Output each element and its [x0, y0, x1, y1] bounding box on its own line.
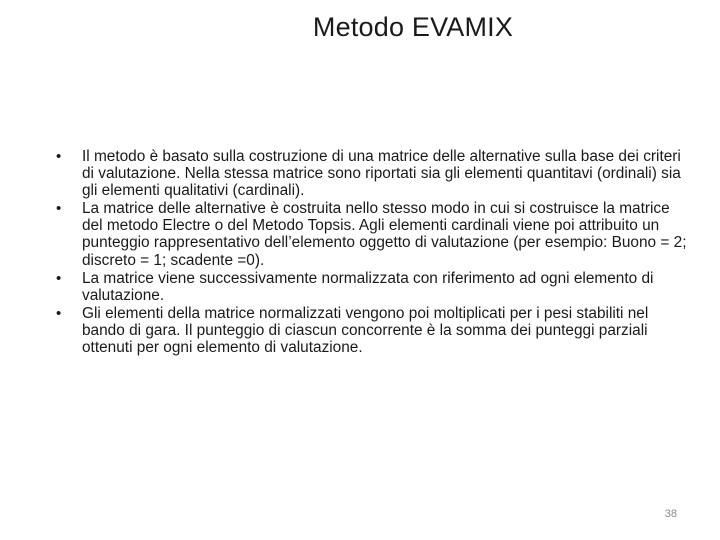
bullet-item — [52, 148, 692, 199]
bullet-dot-icon: • — [56, 304, 62, 322]
bullet-list — [52, 148, 692, 357]
bullet-dot-icon: • — [56, 148, 62, 165]
bullet-item — [52, 270, 692, 304]
slide-title: Metodo EVAMIX — [312, 12, 514, 42]
bullet-dot-icon: • — [56, 269, 62, 287]
page-number: 38 — [664, 508, 677, 520]
bullet-text: La matrice viene successivamente normalizzata con riferimento ad ogni elemento di valutazione. — [82, 269, 654, 304]
bullet-text: La matrice delle alternative è costruita nello stesso modo in cui si costruisce la matrice del metodo Electre o del Metodo Topsis. Agli elementi cardinali viene poi attribuito un punteggio rappresentativo dell’elemento oggetto di valutazione (per esempio: Buono = 2; discreto = 1; scadente =0). — [82, 200, 687, 269]
bullet-text: Gli elementi della matrice normalizzati vengono poi moltiplicati per i pesi stabiliti nel bando di gara. Il punteggio di ciascun concorrente è la somma dei punteggi parziali ottenuti per ogni elemento di valutazione. — [82, 304, 649, 357]
bullet-item — [52, 305, 692, 356]
bullet-dot-icon: • — [56, 200, 62, 218]
bullet-item — [52, 200, 692, 268]
bullet-text: Il metodo è basato sulla costruzione di una matrice delle alternative sulla base dei criteri di valutazione. Nella stessa matrice sono riportati sia gli elementi quantitavi (ordinali) sia gli elementi qualitativi (cardinali). — [82, 148, 681, 200]
